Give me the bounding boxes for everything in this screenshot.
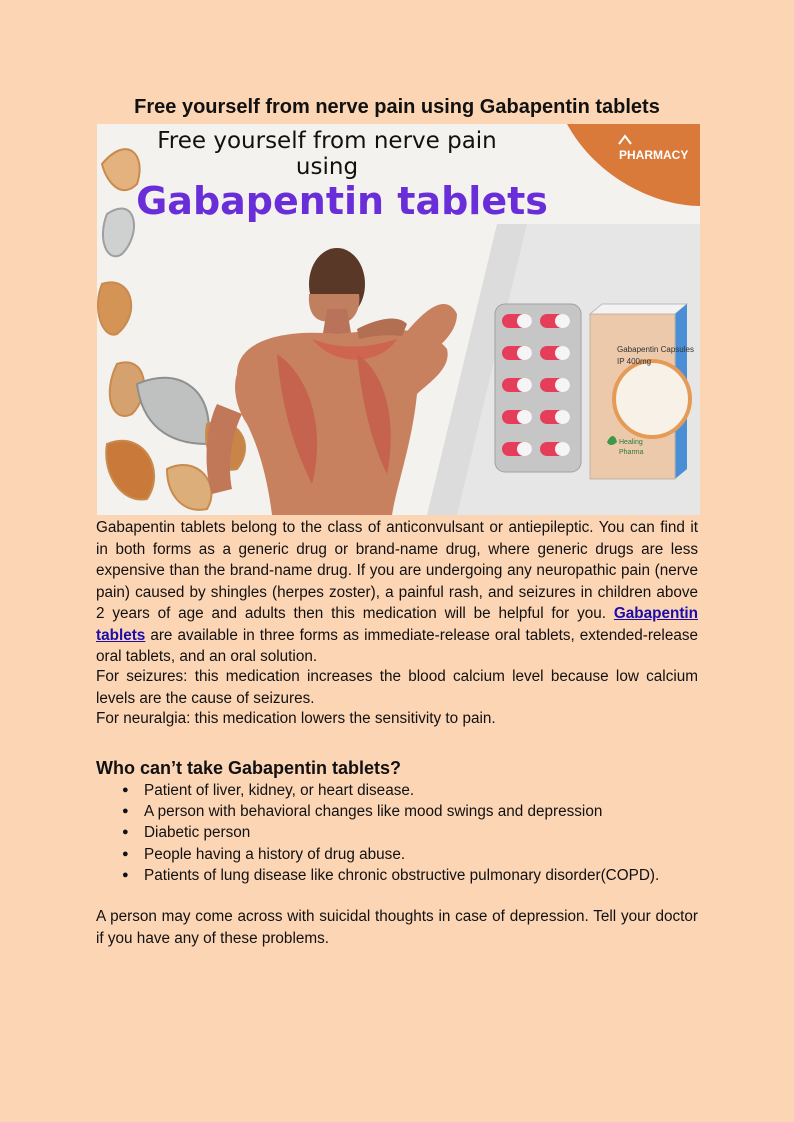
- logo-text: PHARMACY: [619, 148, 689, 162]
- box-brand-line2: Pharma: [619, 449, 644, 456]
- banner-headline-line2: using: [295, 154, 359, 180]
- blister-pack: [495, 304, 581, 472]
- box-label-line1: Gabapentin Capsules: [617, 345, 694, 354]
- intro-text-part1: Gabapentin tablets belong to the class of anticonvulsant or antiepileptic. You can find it in both forms as a generic drug or brand-name drug, where generic drugs are less expensive than the brand-name drug. If you are undergoing any neuropathic pain (nerve pain) caused by shingles (herpes zoster), a painful rash, and seizures in children above 2 years of age and adults then this medication will be helpful for you.: [96, 519, 698, 622]
- banner-headline-line1: Free yourself from nerve pain: [157, 128, 497, 154]
- contraindications-list: [96, 780, 716, 886]
- bullet-icon: ●: [122, 805, 129, 818]
- page-title: Free yourself from nerve pain using Gabapentin tablets: [134, 96, 660, 118]
- seizures-paragraph: For seizures: this medication increases the blood calcium level because low calcium levels are the cause of seizures.: [96, 668, 698, 707]
- bullet-icon: ●: [122, 784, 129, 796]
- bullet-icon: ●: [122, 868, 129, 881]
- intro-text-part2: are available in three forms as immediate-release oral tablets, extended-release oral tablets, and an oral solution.: [96, 626, 698, 665]
- section-heading: Who can’t take Gabapentin tablets?: [96, 758, 402, 778]
- list-item: ● People having a history of drug abuse.: [96, 844, 716, 865]
- banner-product-name: Gabapentin tablets: [136, 179, 548, 223]
- list-item: ● Patients of lung disease like chronic obstructive pulmonary disorder(COPD).: [96, 865, 716, 886]
- bullet-icon: ●: [122, 826, 129, 839]
- man-illustration: [207, 248, 457, 515]
- box-label-line2: IP 400mg: [617, 357, 652, 366]
- list-item: ● Patient of liver, kidney, or heart disease.: [96, 780, 716, 801]
- list-item: ● Diabetic person: [96, 822, 716, 843]
- closing-paragraph: A person may come across with suicidal thoughts in case of depression. Tell your doctor if you have any of these problems.: [96, 908, 698, 947]
- list-item: ● A person with behavioral changes like mood swings and depression: [96, 801, 716, 822]
- banner-image: [97, 124, 700, 515]
- medicine-box: [590, 304, 694, 479]
- bullet-icon: ●: [122, 847, 129, 860]
- gabapentin-tablets-link[interactable]: Gabapentin tablets: [96, 605, 699, 644]
- box-brand-line1: Healing: [619, 439, 643, 446]
- intro-paragraph: [96, 517, 698, 668]
- neuralgia-paragraph: For neuralgia: this medication lowers the sensitivity to pain.: [96, 710, 496, 727]
